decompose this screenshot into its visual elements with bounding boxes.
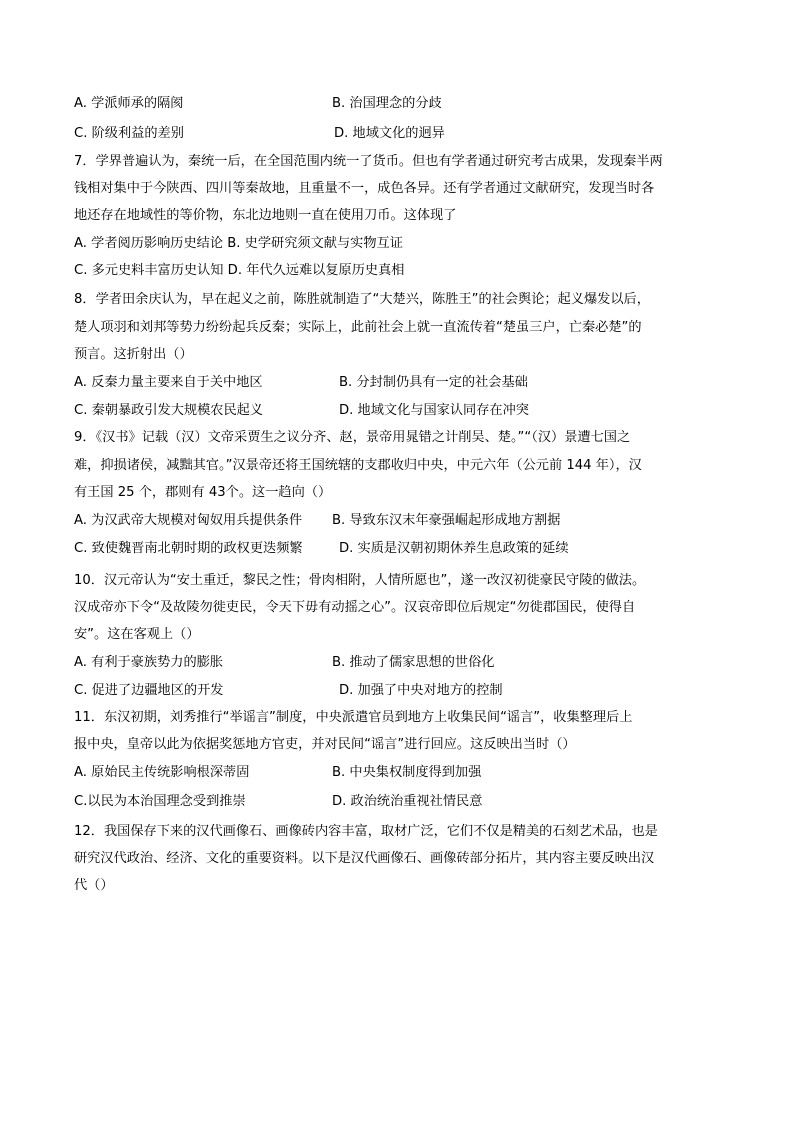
q9-option-d: D. 实质是汉朝初期休养生息政策的延续: [339, 541, 569, 556]
q7-options-a-b: A. 学者阅历影响历史结论 B. 史学研究须文献与实物互证: [74, 236, 403, 251]
q10-stem-text-1: 10．汉元帝认为“安土重迁，黎民之性；骨肉相附，人情所愿也”，遂一改汉初徙豪民守陵的做法。: [74, 573, 646, 588]
q11-options-row-1: [0, 759, 793, 787]
q10-option-a: A. 有利于豪族势力的膨胀: [74, 655, 224, 670]
q11-stem-text-2: 报中央，皇帝以此为依据奖惩地方官吏，并对民间“谣言”进行回应。这反映出当时（）: [74, 737, 576, 752]
q8-stem-line-3: [0, 341, 793, 369]
q10-stem-line-1: [0, 567, 793, 595]
q7-options-c-d: C. 多元史料丰富历史认知 D. 年代久远难以复原历史真相: [74, 263, 405, 278]
q7-stem-text-1: 7．学界普遍认为，秦统一后，在全国范围内统一了货币。但也有学者通过研究考古成果，发现秦半两: [74, 154, 663, 169]
q8-options-row-1: [0, 369, 793, 397]
q6-option-d: D. 地域文化的迥异: [334, 126, 445, 141]
q8-options-row-2: [0, 397, 793, 425]
q7-stem-text-2: 钱相对集中于今陕西、四川等秦故地，且重量不一，成色各异。还有学者通过文献研究，发现当时各: [74, 181, 655, 196]
q11-option-c: C.以民为本治国理念受到推崇: [74, 794, 246, 809]
q10-stem-line-3: [0, 621, 793, 649]
q7-stem-line-1: [0, 148, 793, 176]
q10-option-b: B. 推动了儒家思想的世俗化: [332, 655, 495, 670]
q10-stem-text-2: 汉成帝亦下令“及故陵勿徙吏民，令天下毋有动摇之心”。汉哀帝即位后规定“勿徙郡国民，使得自: [74, 600, 636, 615]
q9-options-row-2: [0, 535, 793, 563]
q7-options-row-1: [0, 230, 793, 258]
q7-options-row-2: [0, 257, 793, 285]
q7-stem-line-2: [0, 175, 793, 203]
q9-stem-line-2: [0, 452, 793, 480]
q12-stem-text-1: 12．我国保存下来的汉代画像石、画像砖内容丰富，取材广泛，它们不仅是精美的石刻艺术品，也是: [74, 824, 658, 839]
q10-stem-line-2: [0, 594, 793, 622]
q6-options-row-1: [0, 90, 793, 118]
q6-options-row-2: [0, 120, 793, 148]
q9-stem-line-1: [0, 424, 793, 452]
q10-options-row-1: [0, 649, 793, 677]
q6-option-c: C. 阶级利益的差别: [74, 126, 184, 141]
q10-option-d: D. 加强了中央对地方的控制: [339, 683, 503, 698]
q11-stem-line-1: [0, 704, 793, 732]
q11-option-b: B. 中央集权制度得到加强: [332, 765, 482, 780]
q8-stem-text-2: 楚人项羽和刘邦等势力纷纷起兵反秦；实际上，此前社会上就一直流传着“楚虽三户，亡秦必楚”的: [74, 320, 642, 335]
q12-stem-text-2: 研究汉代政治、经济、文化的重要资料。以下是汉代画像石、画像砖部分拓片，其内容主要反映出汉: [74, 851, 655, 866]
q6-option-a: A. 学派师承的隔阂: [74, 96, 184, 111]
q9-stem-text-3: 有王国 25 个，郡则有 43个。这一趋向（）: [74, 485, 332, 500]
q8-option-c: C. 秦朝暴政引发大规模农民起义: [74, 403, 264, 418]
q11-stem-text-1: 11．东汉初期，刘秀推行“举谣言”制度，中央派遣官员到地方上收集民间“谣言”，收集整理后上: [74, 710, 633, 725]
q9-stem-text-2: 难，抑损诸侯，减黜其官。”汉景帝还将王国统辖的支郡收归中央，中元六年（公元前 144 年），汉: [74, 458, 642, 473]
q9-stem-line-3: [0, 479, 793, 507]
q8-option-a: A. 反秦力量主要来自于关中地区: [74, 375, 263, 390]
q12-stem-line-3: [0, 872, 793, 900]
q9-option-a: A. 为汉武帝大规模对匈奴用兵提供条件: [74, 513, 303, 528]
q8-option-d: D. 地域文化与国家认同存在冲突: [339, 403, 529, 418]
q11-options-row-2: [0, 788, 793, 816]
q11-option-d: D. 政治统治重视社情民意: [332, 794, 483, 809]
q9-options-row-1: [0, 507, 793, 535]
q7-stem-line-3: [0, 202, 793, 230]
q10-option-c: C. 促进了边疆地区的开发: [74, 683, 224, 698]
q10-stem-text-3: 安”。这在客观上（）: [74, 627, 200, 642]
q6-option-b: B. 治国理念的分歧: [332, 96, 442, 111]
q12-stem-text-3: 代（）: [74, 878, 114, 893]
q9-stem-text-1: 9．《汉书》记载（汉）文帝采贾生之议分齐、赵，景帝用晁错之计削吴、楚。”“（汉）景遭七国之: [74, 430, 631, 445]
q11-option-a: A. 原始民主传统影响根深蒂固: [74, 765, 250, 780]
q11-stem-line-2: [0, 731, 793, 759]
q8-stem-text-1: 8．学者田余庆认为，早在起义之前，陈胜就制造了“大楚兴，陈胜王”的社会舆论；起义爆发以后，: [74, 292, 650, 307]
q12-stem-line-1: [0, 818, 793, 846]
q8-stem-text-3: 预言。这折射出（）: [74, 347, 193, 362]
q8-stem-line-2: [0, 314, 793, 342]
q9-option-b: B. 导致东汉末年豪强崛起形成地方割据: [332, 513, 561, 528]
q8-option-b: B. 分封制仍具有一定的社会基础: [339, 375, 528, 390]
q8-stem-line-1: [0, 286, 793, 314]
q9-option-c: C. 致使魏晋南北朝时期的政权更迭频繁: [74, 541, 303, 556]
q12-stem-line-2: [0, 845, 793, 873]
q7-stem-text-3: 地还存在地域性的等价物，东北边地则一直在使用刀币。这体现了: [74, 208, 457, 223]
q10-options-row-2: [0, 677, 793, 705]
